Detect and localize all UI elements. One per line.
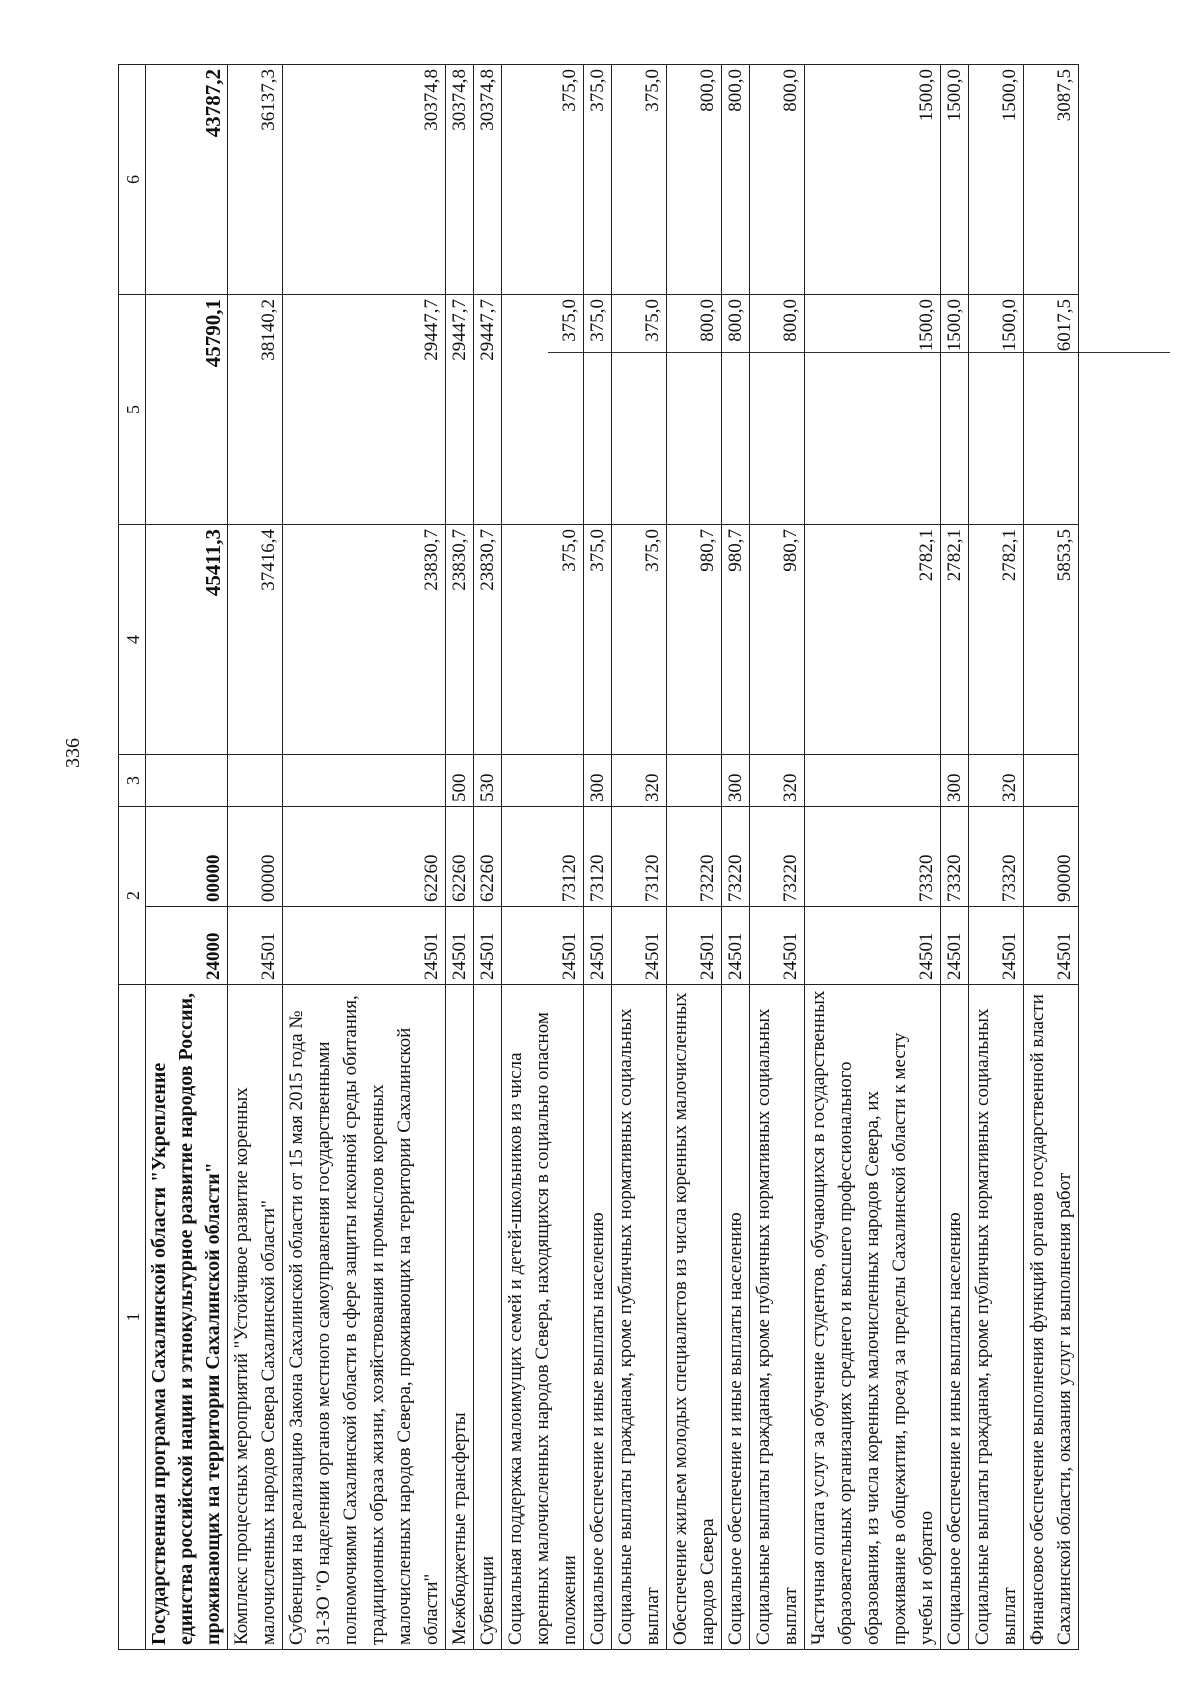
row-code2: 73320 [805,807,941,907]
row-value-5: 375,0 [612,295,667,525]
row-type: 300 [941,755,969,807]
row-code1: 24501 [969,907,1024,985]
row-name: Межбюджетные трансферты [446,985,474,1650]
row-value-6: 30374,8 [446,65,474,295]
row-value-5: 800,0 [722,295,750,525]
table-row [228,65,283,1650]
row-code2: 73220 [750,807,805,907]
row-type [146,755,228,807]
row-value-6: 375,0 [584,65,612,295]
row-name: Социальное обеспечение и иные выплаты населению [584,985,612,1650]
row-type: 500 [446,755,474,807]
row-type [1024,755,1079,807]
row-value-5: 38140,2 [228,295,283,525]
table-row [584,65,612,1650]
table-row [502,65,584,1650]
row-value-5: 29447,7 [474,295,502,525]
table-row [722,65,750,1650]
table-row [283,65,446,1650]
table-row [474,65,502,1650]
row-code2: 00000 [228,807,283,907]
row-value-6: 30374,8 [283,65,446,295]
row-value-4: 980,7 [722,525,750,755]
row-code2: 90000 [1024,807,1079,907]
row-value-4: 375,0 [502,525,584,755]
row-value-6: 36137,3 [228,65,283,295]
row-name: Государственная программа Сахалинской области "Укрепление единства российской нации и этнокультурное развитие народов России, проживающих на территории Сахалинской области" [146,985,228,1650]
row-value-6: 800,0 [722,65,750,295]
row-value-4: 23830,7 [474,525,502,755]
row-code1: 24501 [612,907,667,985]
row-value-5: 1500,0 [805,295,941,525]
header-col-6: 6 [119,65,146,295]
budget-table-page [118,65,1173,1650]
row-value-4: 5853,5 [1024,525,1079,755]
header-col-5: 5 [119,295,146,525]
row-value-5: 800,0 [750,295,805,525]
row-value-5: 45790,1 [146,295,228,525]
row-value-5: 375,0 [502,295,584,525]
row-value-6: 43787,2 [146,65,228,295]
row-code1: 24501 [667,907,722,985]
row-value-6: 30374,8 [474,65,502,295]
row-type: 320 [612,755,667,807]
row-code1: 24501 [941,907,969,985]
row-code2: 62260 [474,807,502,907]
row-code1: 24501 [750,907,805,985]
row-type: 320 [750,755,805,807]
row-value-5: 375,0 [584,295,612,525]
budget-table [118,64,1079,1650]
row-value-6: 1500,0 [969,65,1024,295]
row-value-5: 29447,7 [446,295,474,525]
row-code2: 62260 [446,807,474,907]
table-row [146,65,228,1650]
header-col-1: 1 [119,985,146,1650]
row-code2: 00000 [146,807,228,907]
row-value-4: 375,0 [584,525,612,755]
row-value-4: 23830,7 [283,525,446,755]
row-code1: 24501 [584,907,612,985]
row-type [228,755,283,807]
row-type: 300 [722,755,750,807]
row-code1: 24501 [283,907,446,985]
row-type: 530 [474,755,502,807]
row-code2: 73320 [969,807,1024,907]
row-name: Комплекс процессных мероприятий "Устойчивое развитие коренных малочисленных народов Севера Сахалинской области" [228,985,283,1650]
row-name: Субвенции [474,985,502,1650]
header-col-4: 4 [119,525,146,755]
row-value-6: 3087,5 [1024,65,1079,295]
row-value-4: 375,0 [612,525,667,755]
row-value-5: 800,0 [667,295,722,525]
row-code2: 73220 [667,807,722,907]
table-row [805,65,941,1650]
table-row [667,65,722,1650]
table-row [750,65,805,1650]
row-value-4: 2782,1 [941,525,969,755]
row-value-4: 37416,4 [228,525,283,755]
row-code2: 73120 [612,807,667,907]
row-name: Социальные выплаты гражданам, кроме публичных нормативных социальных выплат [612,985,667,1650]
row-code2: 73220 [722,807,750,907]
table-row [612,65,667,1650]
row-value-4: 2782,1 [969,525,1024,755]
row-code1: 24000 [146,907,228,985]
row-value-6: 375,0 [502,65,584,295]
row-code1: 24501 [474,907,502,985]
row-value-4: 45411,3 [146,525,228,755]
table-row [446,65,474,1650]
row-value-5: 1500,0 [969,295,1024,525]
table-row [969,65,1024,1650]
row-type: 320 [969,755,1024,807]
row-code1: 24501 [446,907,474,985]
row-value-4: 23830,7 [446,525,474,755]
row-type [502,755,584,807]
row-name: Субвенция на реализацию Закона Сахалинской области от 15 мая 2015 года № 31-ЗО "О наделении органов местного самоуправления государственными полномочиями Сахалинской области в сфере защиты исконной среды обитания, традиционных образа жизни, хозяйствования и промыслов коренных малочисленных народов Севера, проживающих на территории Сахалинской области" [283,985,446,1650]
row-code2: 73320 [941,807,969,907]
row-value-6: 375,0 [612,65,667,295]
row-code1: 24501 [228,907,283,985]
row-code1: 24501 [805,907,941,985]
row-type [805,755,941,807]
row-name: Финансовое обеспечение выполнения функций органов государственной власти Сахалинской области, оказания услуг и выполнения работ [1024,985,1079,1650]
row-value-6: 1500,0 [941,65,969,295]
row-value-5: 1500,0 [941,295,969,525]
row-name: Социальные выплаты гражданам, кроме публичных нормативных социальных выплат [750,985,805,1650]
row-value-5: 29447,7 [283,295,446,525]
row-name: Частичная оплата услуг за обучение студентов, обучающихся в государственных образовательных организациях среднего и высшего профессионального образования, из числа коренных малочисленных народов Севера, их проживание в общежитии, проезд за пределы Сахалинской области к месту учебы и обратно [805,985,941,1650]
table-row [1024,65,1079,1650]
row-value-4: 980,7 [667,525,722,755]
row-name: Социальная поддержка малоимущих семей и детей-школьников из числа коренных малочисленных народов Севера, находящихся в социально опасном положении [502,985,584,1650]
row-value-4: 2782,1 [805,525,941,755]
row-name: Социальное обеспечение и иные выплаты населению [941,985,969,1650]
row-value-6: 800,0 [667,65,722,295]
row-code1: 24501 [1024,907,1079,985]
row-type [667,755,722,807]
header-col-3: 3 [119,755,146,807]
row-name: Социальное обеспечение и иные выплаты населению [722,985,750,1650]
page-number: 336 [62,738,84,768]
row-code2: 73120 [502,807,584,907]
row-value-5: 6017,5 [1024,295,1079,525]
row-code2: 62260 [283,807,446,907]
row-value-6: 1500,0 [805,65,941,295]
row-name: Обеспечение жильем молодых специалистов из числа коренных малочисленных народов Севера [667,985,722,1650]
row-name: Социальные выплаты гражданам, кроме публичных нормативных социальных выплат [969,985,1024,1650]
header-col-2: 2 [119,807,146,985]
row-code1: 24501 [502,907,584,985]
row-code1: 24501 [722,907,750,985]
row-value-6: 800,0 [750,65,805,295]
row-value-4: 980,7 [750,525,805,755]
row-code2: 73120 [584,807,612,907]
row-type: 300 [584,755,612,807]
row-type [283,755,446,807]
table-row [941,65,969,1650]
header-row [119,65,146,1650]
